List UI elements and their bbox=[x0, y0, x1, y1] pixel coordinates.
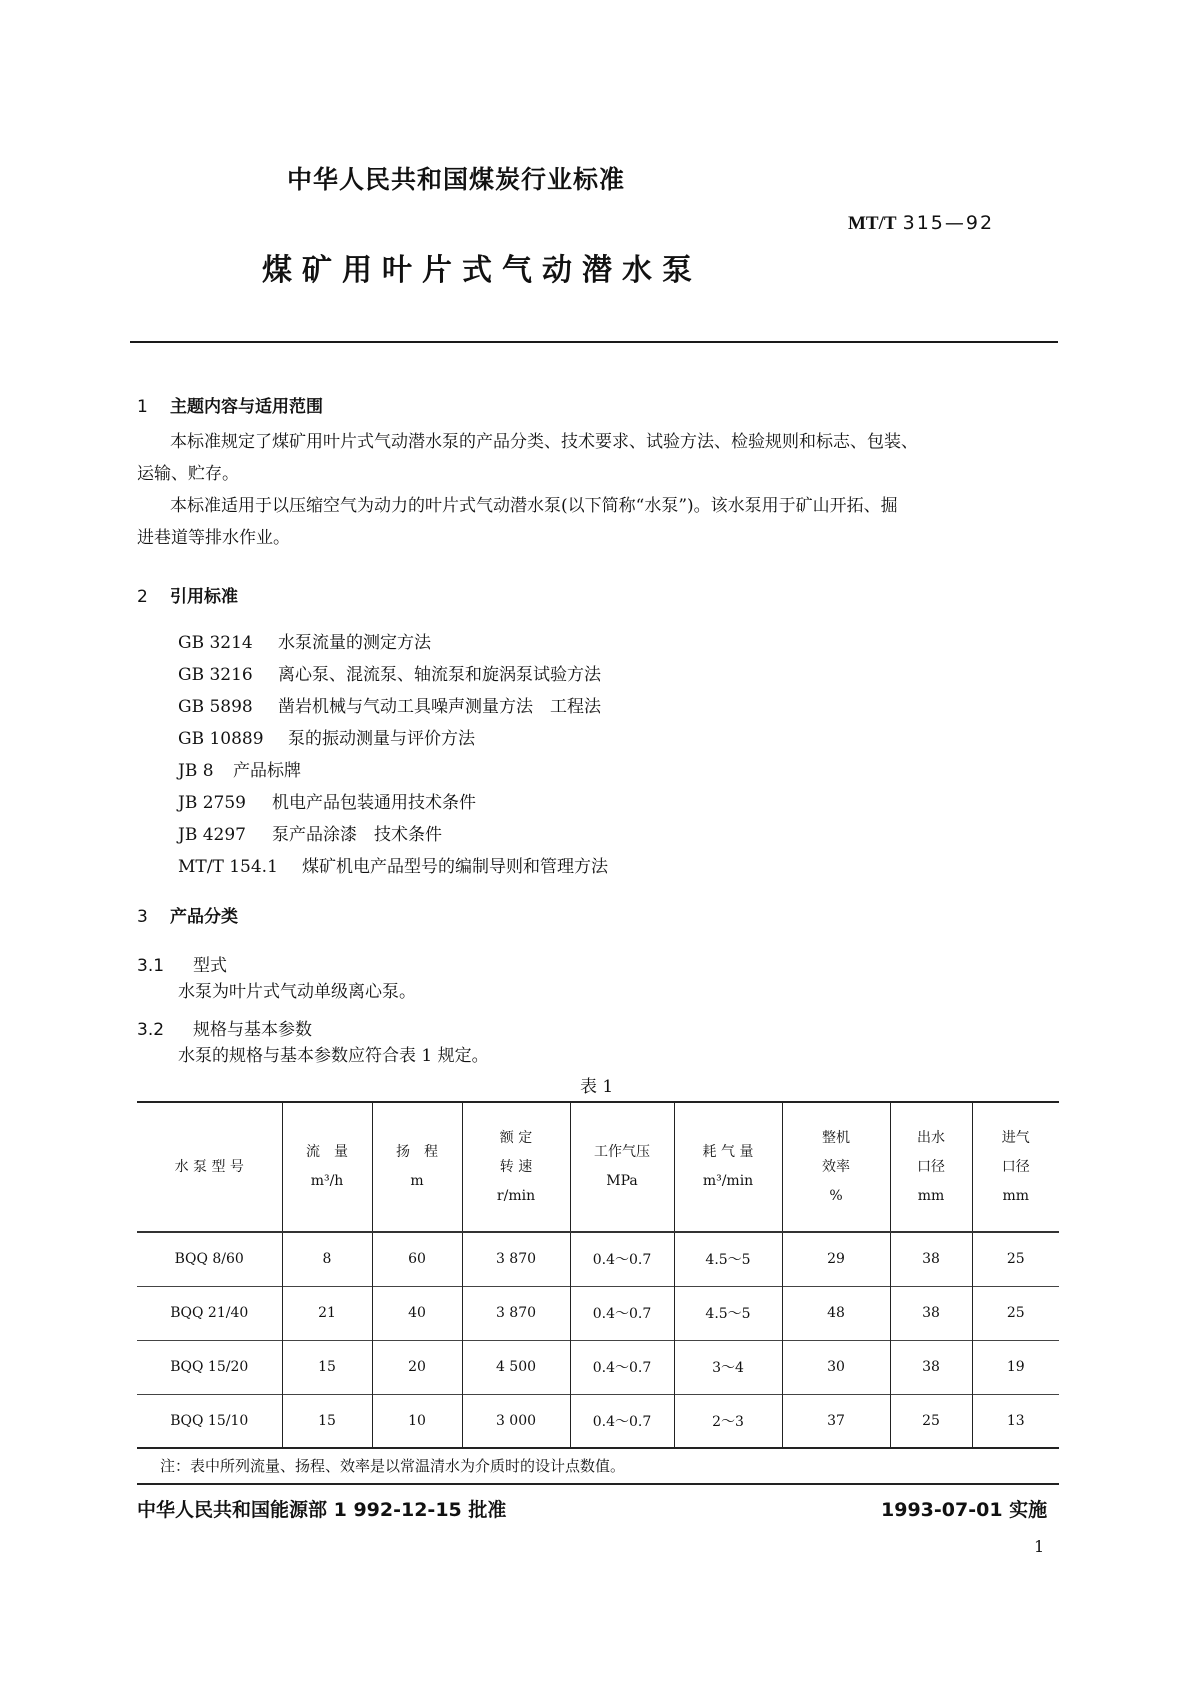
reference-item: JB 8 产品标牌 bbox=[178, 761, 301, 781]
section-2-heading: 2 引用标准 bbox=[137, 587, 238, 607]
approval-line: 中华人民共和国能源部 1 992-12-15 批准 bbox=[137, 1499, 507, 1521]
section-3-1-text: 水泵为叶片式气动单级离心泵。 bbox=[178, 982, 416, 1002]
col-header-pressure: 工作气压 MPa bbox=[570, 1102, 674, 1232]
table-caption: 表 1 bbox=[580, 1077, 614, 1097]
reference-item: MT/T 154.1 煤矿机电产品型号的编制导则和管理方法 bbox=[178, 857, 608, 877]
footer-divider bbox=[137, 1483, 1059, 1485]
section-1-para1-line2: 运输、贮存。 bbox=[137, 464, 239, 484]
standard-number bbox=[848, 212, 994, 235]
col-header-speed: 额 定 转 速 r/min bbox=[462, 1102, 570, 1232]
col-header-flow: 流 量 m³/h bbox=[282, 1102, 372, 1232]
issuer-line: 中华人民共和国煤炭行业标准 bbox=[287, 165, 626, 194]
table-row: BQQ 15/10 15 10 3 000 0.4～0.7 2～3 37 25 13 bbox=[137, 1394, 1059, 1448]
section-3-1-heading: 3.1 型式 bbox=[137, 956, 227, 976]
section-1-para2-line2: 进巷道等排水作业。 bbox=[137, 528, 290, 548]
reference-item: JB 2759 机电产品包装通用技术条件 bbox=[178, 793, 476, 813]
effective-date: 1993-07-01 实施 bbox=[881, 1499, 1048, 1521]
reference-item: GB 5898 凿岩机械与气动工具噪声测量方法 工程法 bbox=[178, 697, 601, 717]
document-title: 煤矿用叶片式气动潜水泵 bbox=[262, 253, 702, 288]
reference-item: GB 3214 水泵流量的测定方法 bbox=[178, 633, 431, 653]
section-1-heading: 1 主题内容与适用范围 bbox=[137, 397, 323, 417]
table-note: 注：表中所列流量、扬程、效率是以常温清水为介质时的设计点数值。 bbox=[160, 1457, 626, 1475]
reference-item: GB 10889 泵的振动测量与评价方法 bbox=[178, 729, 475, 749]
col-header-efficiency: 整机 效率 % bbox=[782, 1102, 890, 1232]
table-header-row bbox=[137, 1102, 1059, 1232]
section-3-2-text: 水泵的规格与基本参数应符合表 1 规定。 bbox=[178, 1046, 489, 1066]
col-header-air-consumption: 耗 气 量 m³/min bbox=[674, 1102, 782, 1232]
section-3-heading: 3 产品分类 bbox=[137, 907, 238, 927]
section-1-para1-line1: 本标准规定了煤矿用叶片式气动潜水泵的产品分类、技术要求、试验方法、检验规则和标志、包装、 bbox=[170, 432, 918, 452]
title-divider bbox=[130, 341, 1058, 343]
standard-code: 315—92 bbox=[902, 212, 995, 234]
parameters-table bbox=[137, 1101, 1059, 1449]
col-header-outlet-dia: 出水 口径 mm bbox=[890, 1102, 972, 1232]
reference-item: GB 3216 离心泵、混流泵、轴流泵和旋涡泵试验方法 bbox=[178, 665, 601, 685]
standard-prefix: MT/T bbox=[848, 213, 897, 234]
section-3-2-heading: 3.2 规格与基本参数 bbox=[137, 1020, 312, 1040]
table-row: BQQ 8/60 8 60 3 870 0.4～0.7 4.5～5 29 38 25 bbox=[137, 1232, 1059, 1286]
section-1-para2-line1: 本标准适用于以压缩空气为动力的叶片式气动潜水泵(以下简称“水泵”)。该水泵用于矿山开拓、掘 bbox=[170, 496, 898, 516]
page-number: 1 bbox=[1034, 1537, 1045, 1556]
table-row: BQQ 21/40 21 40 3 870 0.4～0.7 4.5～5 48 38 25 bbox=[137, 1286, 1059, 1340]
col-header-model: 水 泵 型 号 bbox=[174, 1158, 244, 1175]
col-header-inlet-dia: 进气 口径 mm bbox=[972, 1102, 1059, 1232]
reference-item: JB 4297 泵产品涂漆 技术条件 bbox=[178, 825, 442, 845]
col-header-head: 扬 程 m bbox=[372, 1102, 462, 1232]
table-row: BQQ 15/20 15 20 4 500 0.4～0.7 3～4 30 38 19 bbox=[137, 1340, 1059, 1394]
